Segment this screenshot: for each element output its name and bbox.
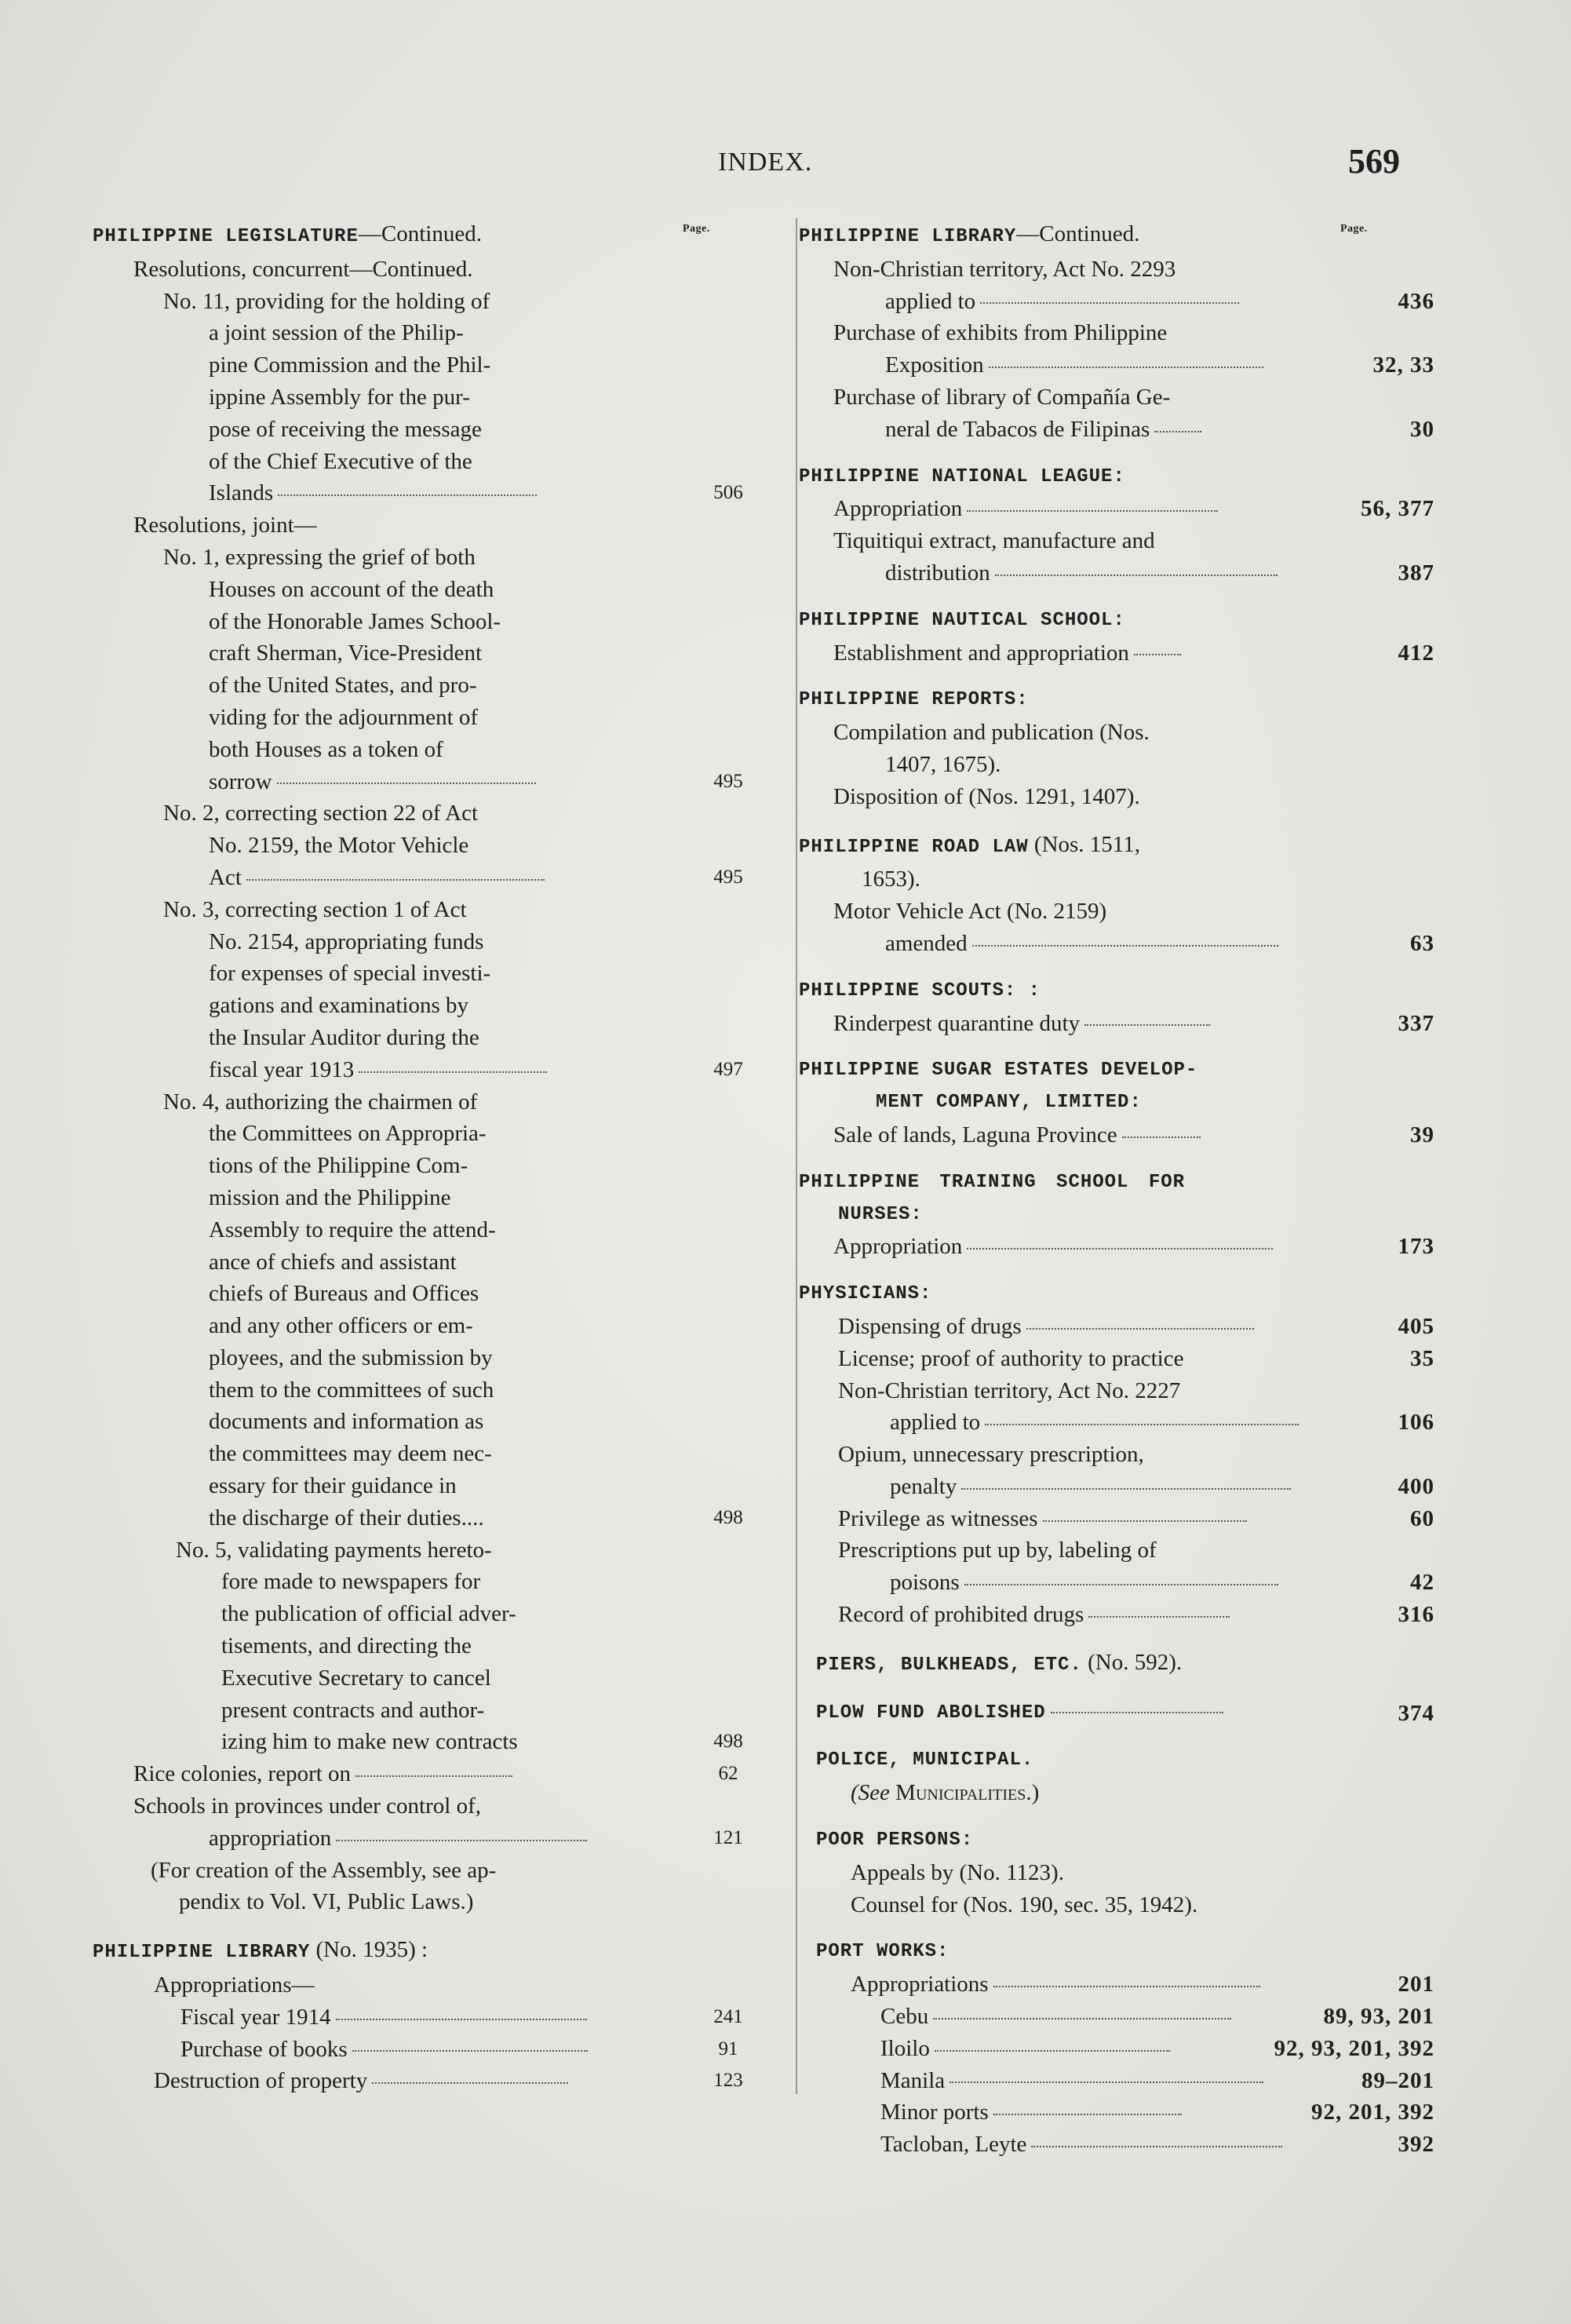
index-entry: a joint session of the Philip- xyxy=(209,320,464,346)
heading-national-league: PHILIPPINE NATIONAL LEAGUE: xyxy=(799,465,1125,487)
index-entry: Minor ports 92, 201, 392 xyxy=(799,2096,1434,2129)
index-entry: present contracts and author- xyxy=(221,1697,485,1723)
page-ref: 123 xyxy=(713,2070,743,2092)
page-ref: 436 xyxy=(1398,288,1434,314)
index-entry: Act 495 xyxy=(93,862,760,894)
page-column-label: Page. xyxy=(1340,223,1368,235)
index-entry: essary for their guidance in xyxy=(209,1473,457,1499)
page-ref: 173 xyxy=(1398,1234,1434,1260)
index-entry: Privilege as witnesses 60 xyxy=(799,1503,1434,1535)
index-entry: for expenses of special investi- xyxy=(209,961,491,987)
subhead-resolutions-joint: Resolutions, joint— xyxy=(133,513,317,538)
page-ref: 92, 201, 392 xyxy=(1311,2100,1434,2125)
index-entry: Establishment and appropriation 412 xyxy=(799,637,1434,669)
column-divider xyxy=(796,218,797,2094)
index-entry: applied to 436 xyxy=(799,286,1434,318)
index-entry: No. 2159, the Motor Vehicle xyxy=(209,833,469,859)
page-ref: 63 xyxy=(1410,930,1434,956)
page-ref: 387 xyxy=(1398,560,1434,586)
index-entry: 1407, 1675). xyxy=(885,751,1001,777)
index-entry: Counsel for (Nos. 190, sec. 35, 1942). xyxy=(851,1892,1198,1917)
index-entry: Dispensing of drugs 405 xyxy=(799,1311,1434,1343)
page-ref: 121 xyxy=(713,1826,743,1848)
index-entry: amended 63 xyxy=(799,928,1434,960)
index-entry: the publication of official adver- xyxy=(221,1601,516,1627)
index-entry: of the Chief Executive of the xyxy=(209,448,472,474)
heading-training-school-cont: NURSES: xyxy=(838,1203,923,1225)
index-entry: of the United States, and pro- xyxy=(209,673,477,699)
index-entry: pine Commission and the Phil- xyxy=(209,352,491,378)
index-entry: Schools in provinces under control of, xyxy=(133,1793,481,1819)
index-entry: No. 11, providing for the holding of xyxy=(163,288,490,314)
page-ref: 30 xyxy=(1410,416,1434,442)
heading-training-school: PHILIPPINE TRAINING SCHOOL FOR xyxy=(799,1171,1186,1193)
index-entry: Tacloban, Leyte 392 xyxy=(799,2129,1434,2161)
heading-philippine-library-cont: PHILIPPINE LIBRARY—Continued. xyxy=(799,221,1140,247)
page-ref: 91 xyxy=(718,2038,738,2059)
index-entry: Appeals by (No. 1123). xyxy=(851,1859,1064,1885)
page-ref: 92, 93, 201, 392 xyxy=(1274,2035,1434,2061)
page-ref: 412 xyxy=(1398,640,1434,666)
index-entry: Iloilo 92, 93, 201, 392 xyxy=(799,2033,1434,2065)
heading-sugar-estates: PHILIPPINE SUGAR ESTATES DEVELOP- xyxy=(799,1060,1198,1082)
index-entry: No. 4, authorizing the chairmen of xyxy=(163,1089,478,1115)
index-entry: Cebu 89, 93, 201 xyxy=(799,2001,1434,2033)
page-ref: 405 xyxy=(1398,1313,1434,1339)
index-entry: License; proof of authority to practice 35 xyxy=(799,1343,1434,1375)
heading-piers: PIERS, BULKHEADS, ETC. (No. 592). xyxy=(816,1649,1183,1676)
index-entry: applied to 106 xyxy=(799,1406,1434,1439)
page-ref: 316 xyxy=(1398,1602,1434,1628)
subhead-resolutions-concurrent: Resolutions, concurrent—Continued. xyxy=(133,256,473,282)
index-entry: Sale of lands, Laguna Province 39 xyxy=(799,1119,1434,1151)
heading-plow-fund: PLOW FUND ABOLISHED 374 xyxy=(799,1698,1434,1730)
page-ref: 498 xyxy=(713,1506,743,1528)
left-column xyxy=(93,218,760,2097)
index-entry: No. 5, validating payments hereto- xyxy=(176,1537,492,1563)
page-ref: 337 xyxy=(1398,1010,1434,1036)
index-entry: fore made to newspapers for xyxy=(221,1569,481,1595)
index-entry: Opium, unnecessary prescription, xyxy=(838,1442,1144,1468)
page-ref: 498 xyxy=(713,1731,743,1753)
index-entry: fiscal year 1913 497 xyxy=(93,1054,760,1086)
index-entry: poisons 42 xyxy=(799,1567,1434,1599)
index-entry: (For creation of the Assembly, see ap- xyxy=(151,1857,497,1883)
heading-road-law: PHILIPPINE ROAD LAW (Nos. 1511, xyxy=(799,831,1140,858)
page-ref: 60 xyxy=(1410,1505,1434,1531)
right-column xyxy=(799,218,1434,2161)
heading-philippine-scouts: PHILIPPINE SCOUTS: : xyxy=(799,980,1041,1001)
index-entry: viding for the adjournment of xyxy=(209,704,479,730)
heading-poor-persons: POOR PERSONS: xyxy=(816,1830,974,1852)
page-ref: 32, 33 xyxy=(1372,352,1434,378)
index-entry: them to the committees of such xyxy=(209,1377,494,1403)
heading-sugar-estates-cont: MENT COMPANY, LIMITED: xyxy=(876,1092,1142,1114)
page-ref: 495 xyxy=(713,770,743,792)
page-ref: 56, 377 xyxy=(1361,496,1434,522)
running-head: INDEX. xyxy=(718,148,813,177)
heading-nautical-school: PHILIPPINE NAUTICAL SCHOOL: xyxy=(799,609,1125,631)
index-entry: of the Honorable James School- xyxy=(209,608,501,634)
index-entry: the discharge of their duties.... 498 xyxy=(93,1502,760,1534)
index-entry: and any other officers or em- xyxy=(209,1313,473,1339)
index-entry: Purchase of library of Compañía Ge- xyxy=(833,384,1171,410)
index-entry: the Insular Auditor during the xyxy=(209,1024,479,1050)
index-entry: Exposition 32, 33 xyxy=(799,349,1434,381)
index-entry: Record of prohibited drugs 316 xyxy=(799,1599,1434,1631)
page-ref: 495 xyxy=(713,866,743,888)
index-entry: Assembly to require the attend- xyxy=(209,1217,496,1242)
index-entry: Purchase of books 91 xyxy=(93,2034,760,2066)
index-entry: Rice colonies, report on 62 xyxy=(93,1758,760,1790)
index-entry: pose of receiving the message xyxy=(209,416,482,442)
page-ref: 62 xyxy=(718,1763,738,1785)
page-ref: 201 xyxy=(1398,1972,1434,1997)
index-entry: Appropriation 173 xyxy=(799,1231,1434,1263)
index-entry: chiefs of Bureaus and Offices xyxy=(209,1281,479,1307)
page-ref: 42 xyxy=(1410,1570,1434,1596)
index-entry: Purchase of exhibits from Philippine xyxy=(833,320,1168,346)
index-entry: Destruction of property 123 xyxy=(93,2065,760,2097)
page-ref: 89, 93, 201 xyxy=(1323,2004,1434,2030)
index-entry: No. 3, correcting section 1 of Act xyxy=(163,896,467,922)
index-entry: 1653). xyxy=(862,866,920,892)
page-ref: 89–201 xyxy=(1361,2067,1434,2093)
index-entry: Executive Secretary to cancel xyxy=(221,1665,491,1691)
index-entry: izing him to make new contracts 498 xyxy=(93,1726,760,1758)
index-entry: the committees may deem nec- xyxy=(209,1441,492,1467)
heading-philippine-library: PHILIPPINE LIBRARY (No. 1935) : xyxy=(93,1937,428,1964)
index-entry: both Houses as a token of xyxy=(209,736,443,762)
index-entry: Disposition of (Nos. 1291, 1407). xyxy=(833,783,1140,809)
index-entry: Appropriations— xyxy=(154,1972,315,1998)
page-ref: 400 xyxy=(1398,1473,1434,1499)
index-entry: ance of chiefs and assistant xyxy=(209,1249,457,1275)
index-entry: ployees, and the submission by xyxy=(209,1344,493,1370)
index-entry: Rinderpest quarantine duty 337 xyxy=(799,1008,1434,1040)
index-entry: Compilation and publication (Nos. xyxy=(833,720,1150,746)
index-entry: mission and the Philippine xyxy=(209,1184,451,1210)
heading-philippine-legislature: PHILIPPINE LEGISLATURE—Continued. xyxy=(93,221,482,247)
index-entry: documents and information as xyxy=(209,1409,484,1435)
heading-police-municipal: POLICE, MUNICIPAL. xyxy=(816,1749,1034,1771)
index-entry: Fiscal year 1914 241 xyxy=(93,2001,760,2034)
index-entry: (See Municipalities.) xyxy=(851,1780,1040,1806)
index-entry: Tiquitiqui extract, manufacture and xyxy=(833,528,1155,554)
index-entry: the Committees on Appropria- xyxy=(209,1121,487,1147)
page-ref: 392 xyxy=(1398,2132,1434,2158)
heading-physicians: PHYSICIANS: xyxy=(799,1283,932,1305)
page-ref: 106 xyxy=(1398,1410,1434,1436)
index-entry: distribution 387 xyxy=(799,557,1434,589)
index-entry: tions of the Philippine Com- xyxy=(209,1153,468,1179)
index-entry: Non-Christian territory, Act No. 2227 xyxy=(838,1377,1181,1403)
index-entry: No. 2154, appropriating funds xyxy=(209,929,484,954)
page-ref: 506 xyxy=(713,482,743,504)
index-entry: appropriation 121 xyxy=(93,1822,760,1855)
heading-port-works: PORT WORKS: xyxy=(816,1941,950,1963)
page-ref: 39 xyxy=(1410,1122,1434,1147)
page-column-label: Page. xyxy=(683,223,710,235)
index-entry: Non-Christian territory, Act No. 2293 xyxy=(833,256,1176,282)
page-ref: 241 xyxy=(713,2005,743,2027)
page-ref: 35 xyxy=(1410,1345,1434,1371)
index-entry: neral de Tabacos de Filipinas 30 xyxy=(799,414,1434,446)
index-entry: Manila 89–201 xyxy=(799,2065,1434,2097)
index-entry: pendix to Vol. VI, Public Laws.) xyxy=(179,1889,474,1915)
index-entry: ippine Assembly for the pur- xyxy=(209,384,470,410)
index-entry: Houses on account of the death xyxy=(209,576,494,602)
index-entry: No. 2, correcting section 22 of Act xyxy=(163,801,479,826)
index-entry: penalty 400 xyxy=(799,1471,1434,1503)
index-entry: gations and examinations by xyxy=(209,993,469,1019)
page-ref: 374 xyxy=(1398,1700,1434,1726)
index-entry: sorrow 495 xyxy=(93,766,760,798)
index-entry: craft Sherman, Vice-President xyxy=(209,640,483,666)
heading-philippine-reports: PHILIPPINE REPORTS: xyxy=(799,689,1029,711)
index-entry: tisements, and directing the xyxy=(221,1633,472,1659)
index-entry: Prescriptions put up by, labeling of xyxy=(838,1538,1157,1563)
page-ref: 497 xyxy=(713,1058,743,1080)
index-entry: Motor Vehicle Act (No. 2159) xyxy=(833,899,1107,925)
index-entry: Appropriations 201 xyxy=(799,1968,1434,2001)
index-entry: Islands 506 xyxy=(93,477,760,509)
index-entry: Appropriation 56, 377 xyxy=(799,493,1434,525)
index-entry: No. 1, expressing the grief of both xyxy=(163,544,476,570)
page-number: 569 xyxy=(1348,142,1400,181)
